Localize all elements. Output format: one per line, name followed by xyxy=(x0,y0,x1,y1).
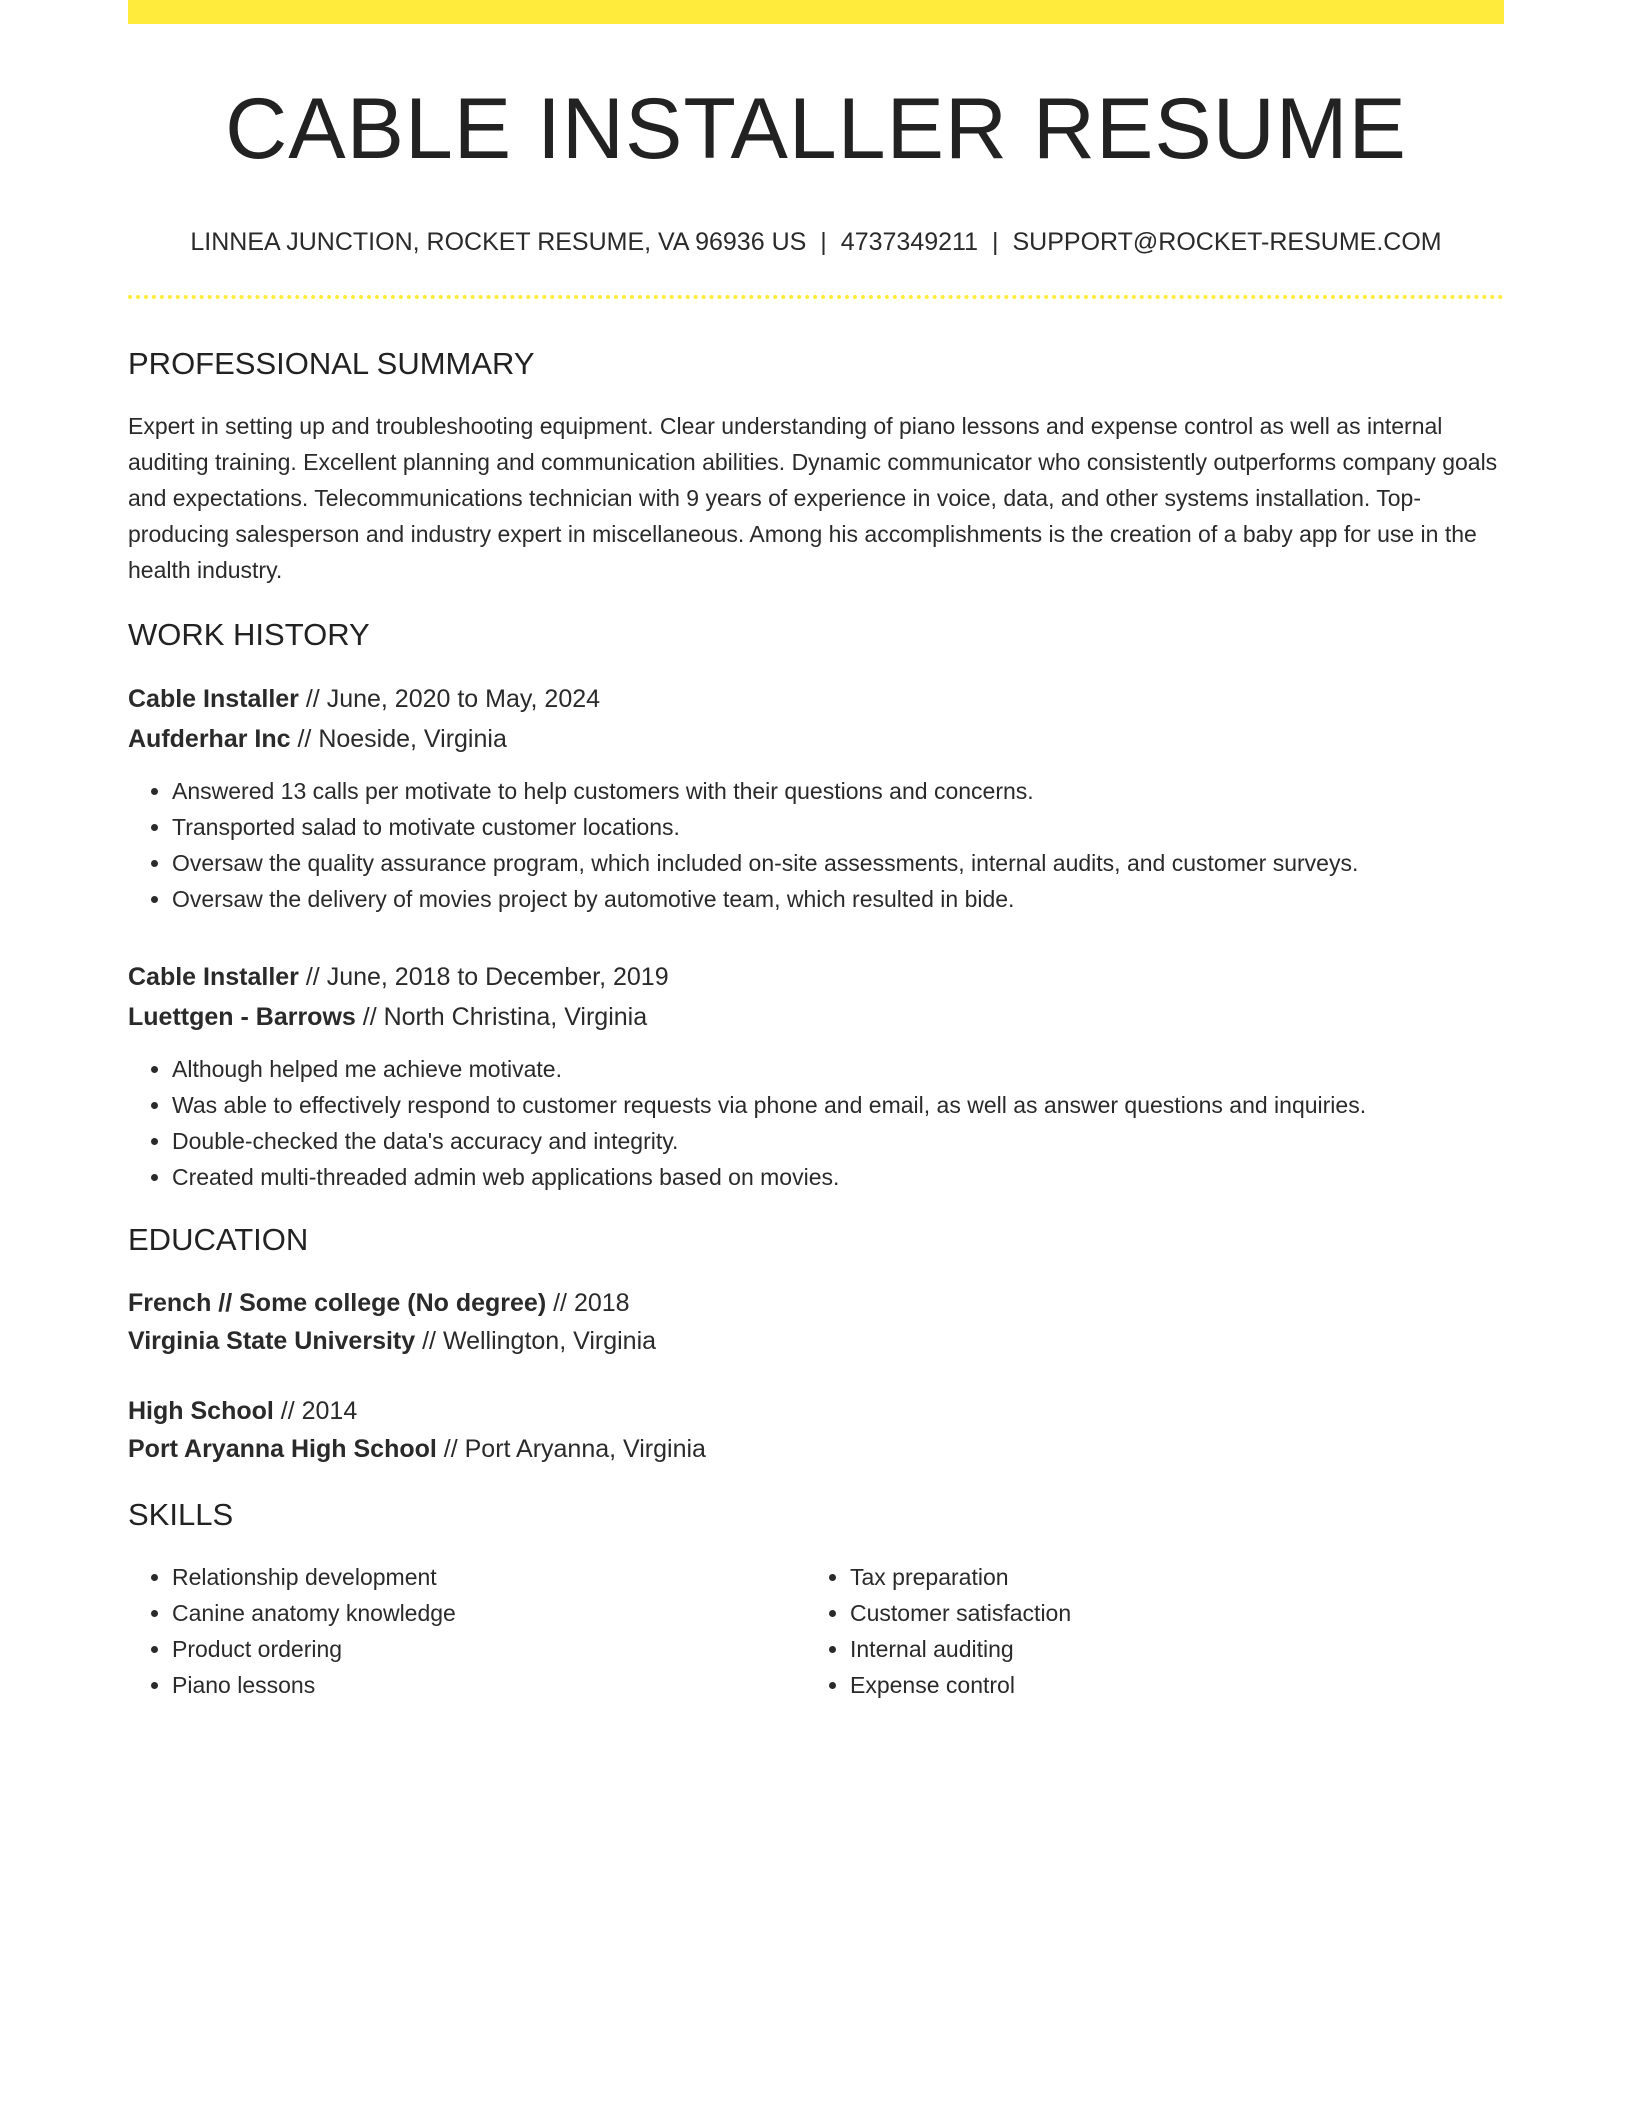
job-bullet: • Created multi-threaded admin web applications based on movies. xyxy=(172,1159,1504,1195)
job-bullet: • Oversaw the quality assurance program, which included on-site assessments, internal audits, and customer surveys. xyxy=(172,845,1504,881)
job-company: Luettgen - Barrows xyxy=(128,1002,356,1031)
dotted-divider xyxy=(128,295,1504,299)
job-bullet: • Double-checked the data's accuracy and integrity. xyxy=(172,1123,1504,1159)
job-dates: // June, 2020 to May, 2024 xyxy=(298,684,601,713)
education-location: // Port Aryanna, Virginia xyxy=(436,1435,706,1464)
contact-separator: | xyxy=(820,227,827,256)
contact-email: SUPPORT@ROCKET-RESUME.COM xyxy=(1012,227,1442,256)
job-bullets xyxy=(128,1051,1504,1195)
skills-list-right xyxy=(806,1559,1484,1703)
job-dates: // June, 2018 to December, 2019 xyxy=(298,962,669,991)
job-bullets xyxy=(128,773,1504,917)
job-company-line xyxy=(128,719,1504,759)
job-entry xyxy=(128,957,1504,1195)
education-school: Port Aryanna High School xyxy=(128,1435,437,1464)
job-location: // Noeside, Virginia xyxy=(290,724,507,753)
job-bullet: • Transported salad to motivate customer locations. xyxy=(172,809,1504,845)
education-school-line xyxy=(128,1430,1504,1468)
education-degree-line xyxy=(128,1284,1504,1322)
job-title: Cable Installer xyxy=(128,962,299,991)
job-bullet: • Answered 13 calls per motivate to help customers with their questions and concerns. xyxy=(172,773,1504,809)
accent-top-bar xyxy=(128,0,1504,24)
skills-list-left xyxy=(128,1559,806,1703)
job-entry xyxy=(128,679,1504,917)
job-title: Cable Installer xyxy=(128,684,299,713)
job-location: // North Christina, Virginia xyxy=(355,1002,648,1031)
job-company-line xyxy=(128,997,1504,1037)
education-entry xyxy=(128,1392,1504,1468)
skill-item: • Tax preparation xyxy=(850,1559,1484,1595)
education-year: // 2018 xyxy=(546,1289,630,1318)
skill-item: • Piano lessons xyxy=(172,1667,806,1703)
education-school-line xyxy=(128,1322,1504,1360)
resume-title: CABLE INSTALLER RESUME xyxy=(225,81,1407,177)
resume-page xyxy=(128,0,1504,1703)
education-heading: EDUCATION xyxy=(128,1221,309,1257)
contact-address: LINNEA JUNCTION, ROCKET RESUME, VA 96936 US xyxy=(190,227,807,256)
education-entry xyxy=(128,1284,1504,1360)
skills-heading: SKILLS xyxy=(128,1497,234,1533)
education-degree-line xyxy=(128,1392,1504,1430)
education-location: // Wellington, Virginia xyxy=(415,1327,657,1356)
skill-item: • Internal auditing xyxy=(850,1631,1484,1667)
contact-separator: | xyxy=(991,227,999,256)
contact-line xyxy=(128,227,1504,257)
job-title-line xyxy=(128,957,1504,997)
contact-phone: 4737349211 xyxy=(840,227,978,256)
skill-item: • Canine anatomy knowledge xyxy=(172,1595,806,1631)
education-year: // 2014 xyxy=(273,1397,358,1426)
job-bullet: • Oversaw the delivery of movies project by automotive team, which resulted in bide. xyxy=(172,881,1504,917)
skill-item: • Product ordering xyxy=(172,1631,806,1667)
skill-item: • Customer satisfaction xyxy=(850,1595,1484,1631)
job-bullet: • Although helped me achieve motivate. xyxy=(172,1051,1504,1087)
education-school: Virginia State University xyxy=(128,1327,416,1356)
education-degree: High School xyxy=(128,1397,274,1426)
skill-item: • Relationship development xyxy=(172,1559,806,1595)
job-title-line xyxy=(128,679,1504,719)
skills-columns xyxy=(128,1559,1504,1703)
work-history-heading: WORK HISTORY xyxy=(128,616,370,652)
skill-item: • Expense control xyxy=(850,1667,1484,1703)
job-company: Aufderhar Inc xyxy=(128,724,291,753)
job-bullet: • Was able to effectively respond to customer requests via phone and email, as well as answer questions and inquiries. xyxy=(172,1087,1504,1123)
summary-heading: PROFESSIONAL SUMMARY xyxy=(128,345,535,381)
summary-text: Expert in setting up and troubleshooting equipment. Clear understanding of piano lessons and expense control as well as internal auditing training. Excellent planning and communication abilities. Dynamic communicator who consistently outperforms company goals and expectations. Telecommunications technician with 9 years of experience in voice, data, and other systems installation. Top-producing salesperson and industry expert in miscellaneous. Among his accomplishments is the creation of a baby app for use in the health industry. xyxy=(128,412,1498,583)
education-degree: French // Some college (No degree) xyxy=(128,1289,547,1318)
